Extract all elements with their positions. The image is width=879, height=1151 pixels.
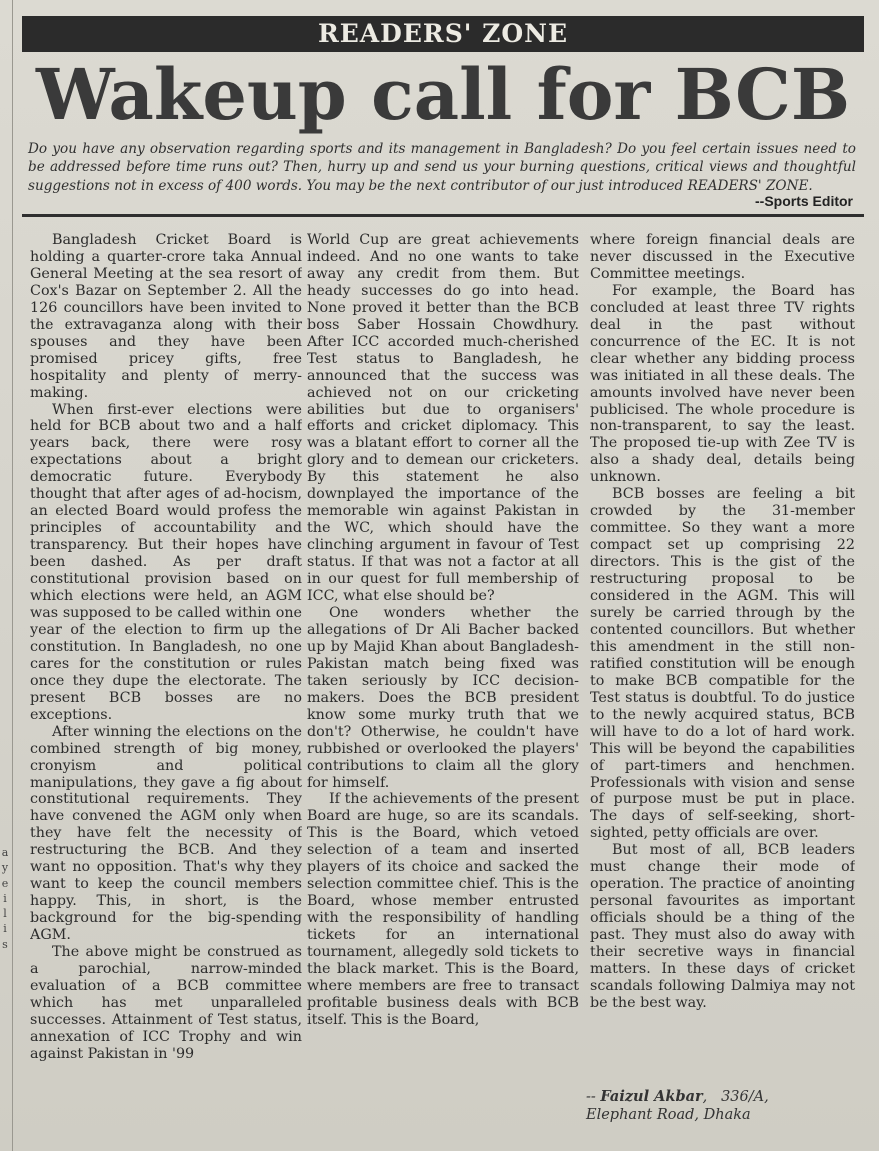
section-banner: READERS' ZONE [22, 16, 864, 52]
paragraph: For example, the Board has concluded at least three TV rights deal in the past without concurrence of the EC. It is not clear whether any bidding process was initiated in all these deals. The amounts involved have never been publicised. The whole procedure is non-transparent, to say the least. The proposed tie-up with Zee TV is also a shady deal, details being unknown. [590, 282, 855, 486]
author-address-street: Elephant Road, Dhaka [586, 1107, 751, 1123]
paragraph: But most of all, BCB leaders must change their mode of operation. The practice of anointing personal favourites as important officials should be a thing of the past. They must also do away with their secretive ways in financial matters. In these days of cricket scandals following Dalmiya may not be the best way. [590, 842, 855, 1011]
article-column-1 [30, 232, 302, 1128]
paragraph: World Cup are great achievements indeed. And no one wants to take away any credit from them. But heady successes do go into head. None proved it better than the BCB boss Saber Hossain Chowdhury. After ICC accorded much-cherished Test status to Bangladesh, he announced that the success was achieved not on our cricketing abilities but due to organisers' efforts and cricket diplomacy. This was a blatant effort to corner all the glory and to demean our cricketers. By this statement he also downplayed the importance of the memorable win against Pakistan in the WC, which should have the clinching argument in favour of Test status. If that was not a factor at all in our quest for full membership of ICC, what else should be? [307, 232, 579, 605]
article-column-3 [590, 232, 855, 1128]
editor-credit: --Sports Editor [755, 193, 853, 209]
margin-letter-fragments: a y e i l i s [1, 846, 9, 951]
paragraph: where foreign financial deals are never discussed in the Executive Committee meetings. [590, 232, 855, 282]
paragraph: After winning the elections on the combined strength of big money, cronyism and political manipulations, they gave a fig about constitutional requirements. They have convened the AGM only when they have felt the necessity of restructuring the BCB. And they want no opposition. That's why they want to keep the council members happy. This, in short, is the background for the big-spending AGM. [30, 723, 302, 944]
paragraph: The above might be construed as a parochial, narrow-minded evaluation of a BCB committee which has met unparalleled successes. Attainment of Test status, annexation of ICC Trophy and win against Pakistan in '99 [30, 944, 302, 1062]
paragraph: One wonders whether the allegations of Dr Ali Bacher backed up by Majid Khan about Bangladesh-Pakistan match being fixed was taken seriously by ICC decision-makers. Does the BCB president know some murky truth that we don't? Otherwise, he couldn't have rubbished or overlooked the players' contributions to claim all the glory for himself. [307, 604, 579, 791]
paragraph: If the achievements of the present Board are huge, so are its scandals. This is the Board, which vetoed selection of a team and inserted players of its choice and sacked the selection committee chief. This is the Board, whose member entrusted with the responsibility of handling tickets for an international tournament, allegedly sold tickets to the black market. This is the Board, where members are free to transact profitable business deals with BCB itself. This is the Board, [307, 791, 579, 1028]
headline: Wakeup call for BCB [35, 53, 851, 136]
author-address-number: 336/A, [721, 1089, 769, 1105]
paragraph: Bangladesh Cricket Board is holding a quarter-crore taka Annual General Meeting at the sea resort of Cox's Bazar on September 2. All the 126 councillors have been invited to the extravaganza along with their spouses and they have been promised pricey gifts, free hospitality and plenty of merry-making. [30, 232, 302, 401]
paragraph: When first-ever elections were held for BCB about two and a half years back, there were rosy expectations about a bright democratic future. Everybody thought that after ages of ad-hocism, an elected Board would profess the principles of accountability and transparency. But their hopes have been dashed. As per draft constitutional provision based on which elections were held, an AGM was supposed to be called within one year of the election to firm up the constitution. In Bangladesh, no one cares for the constitution or rules once they dupe the electorate. The present BCB bosses are no exceptions. [30, 401, 302, 723]
article-column-2 [307, 232, 579, 1128]
divider-rule [22, 214, 864, 217]
paragraph: BCB bosses are feeling a bit crowded by the 31-member committee. So they want a more compact set up comprising 22 directors. This is the gist of the restructuring proposal to be considered in the AGM. This will surely be carried through by the contented councillors. But whether this amendment in the still non-ratified constitution will be enough to make BCB compatible for the Test status is doubtful. To do justice to the newly acquired status, BCB will have to do a lot of hard work. This will be beyond the capabilities of part-timers and henchmen. Professionals with vision and sense of purpose must be put in place. The days of self-seeking, short-sighted, petty officials are over. [590, 486, 855, 842]
previous-column-edge [0, 0, 13, 1151]
intro-paragraph: Do you have any observation regarding sports and its management in Bangladesh? Do you feel certain issues need to be addressed before time runs out? Then, hurry up and send us your burning questions, critical views and thoughtful suggestions not in excess of 400 words. You may be the next contributor of our just introduced READERS' ZONE. [28, 141, 856, 194]
author-name: Faizul Akbar [600, 1088, 703, 1105]
author-signature: -- Faizul Akbar, 336/A, Elephant Road, Dhaka [586, 1088, 856, 1124]
signature-prefix: -- [586, 1089, 596, 1105]
